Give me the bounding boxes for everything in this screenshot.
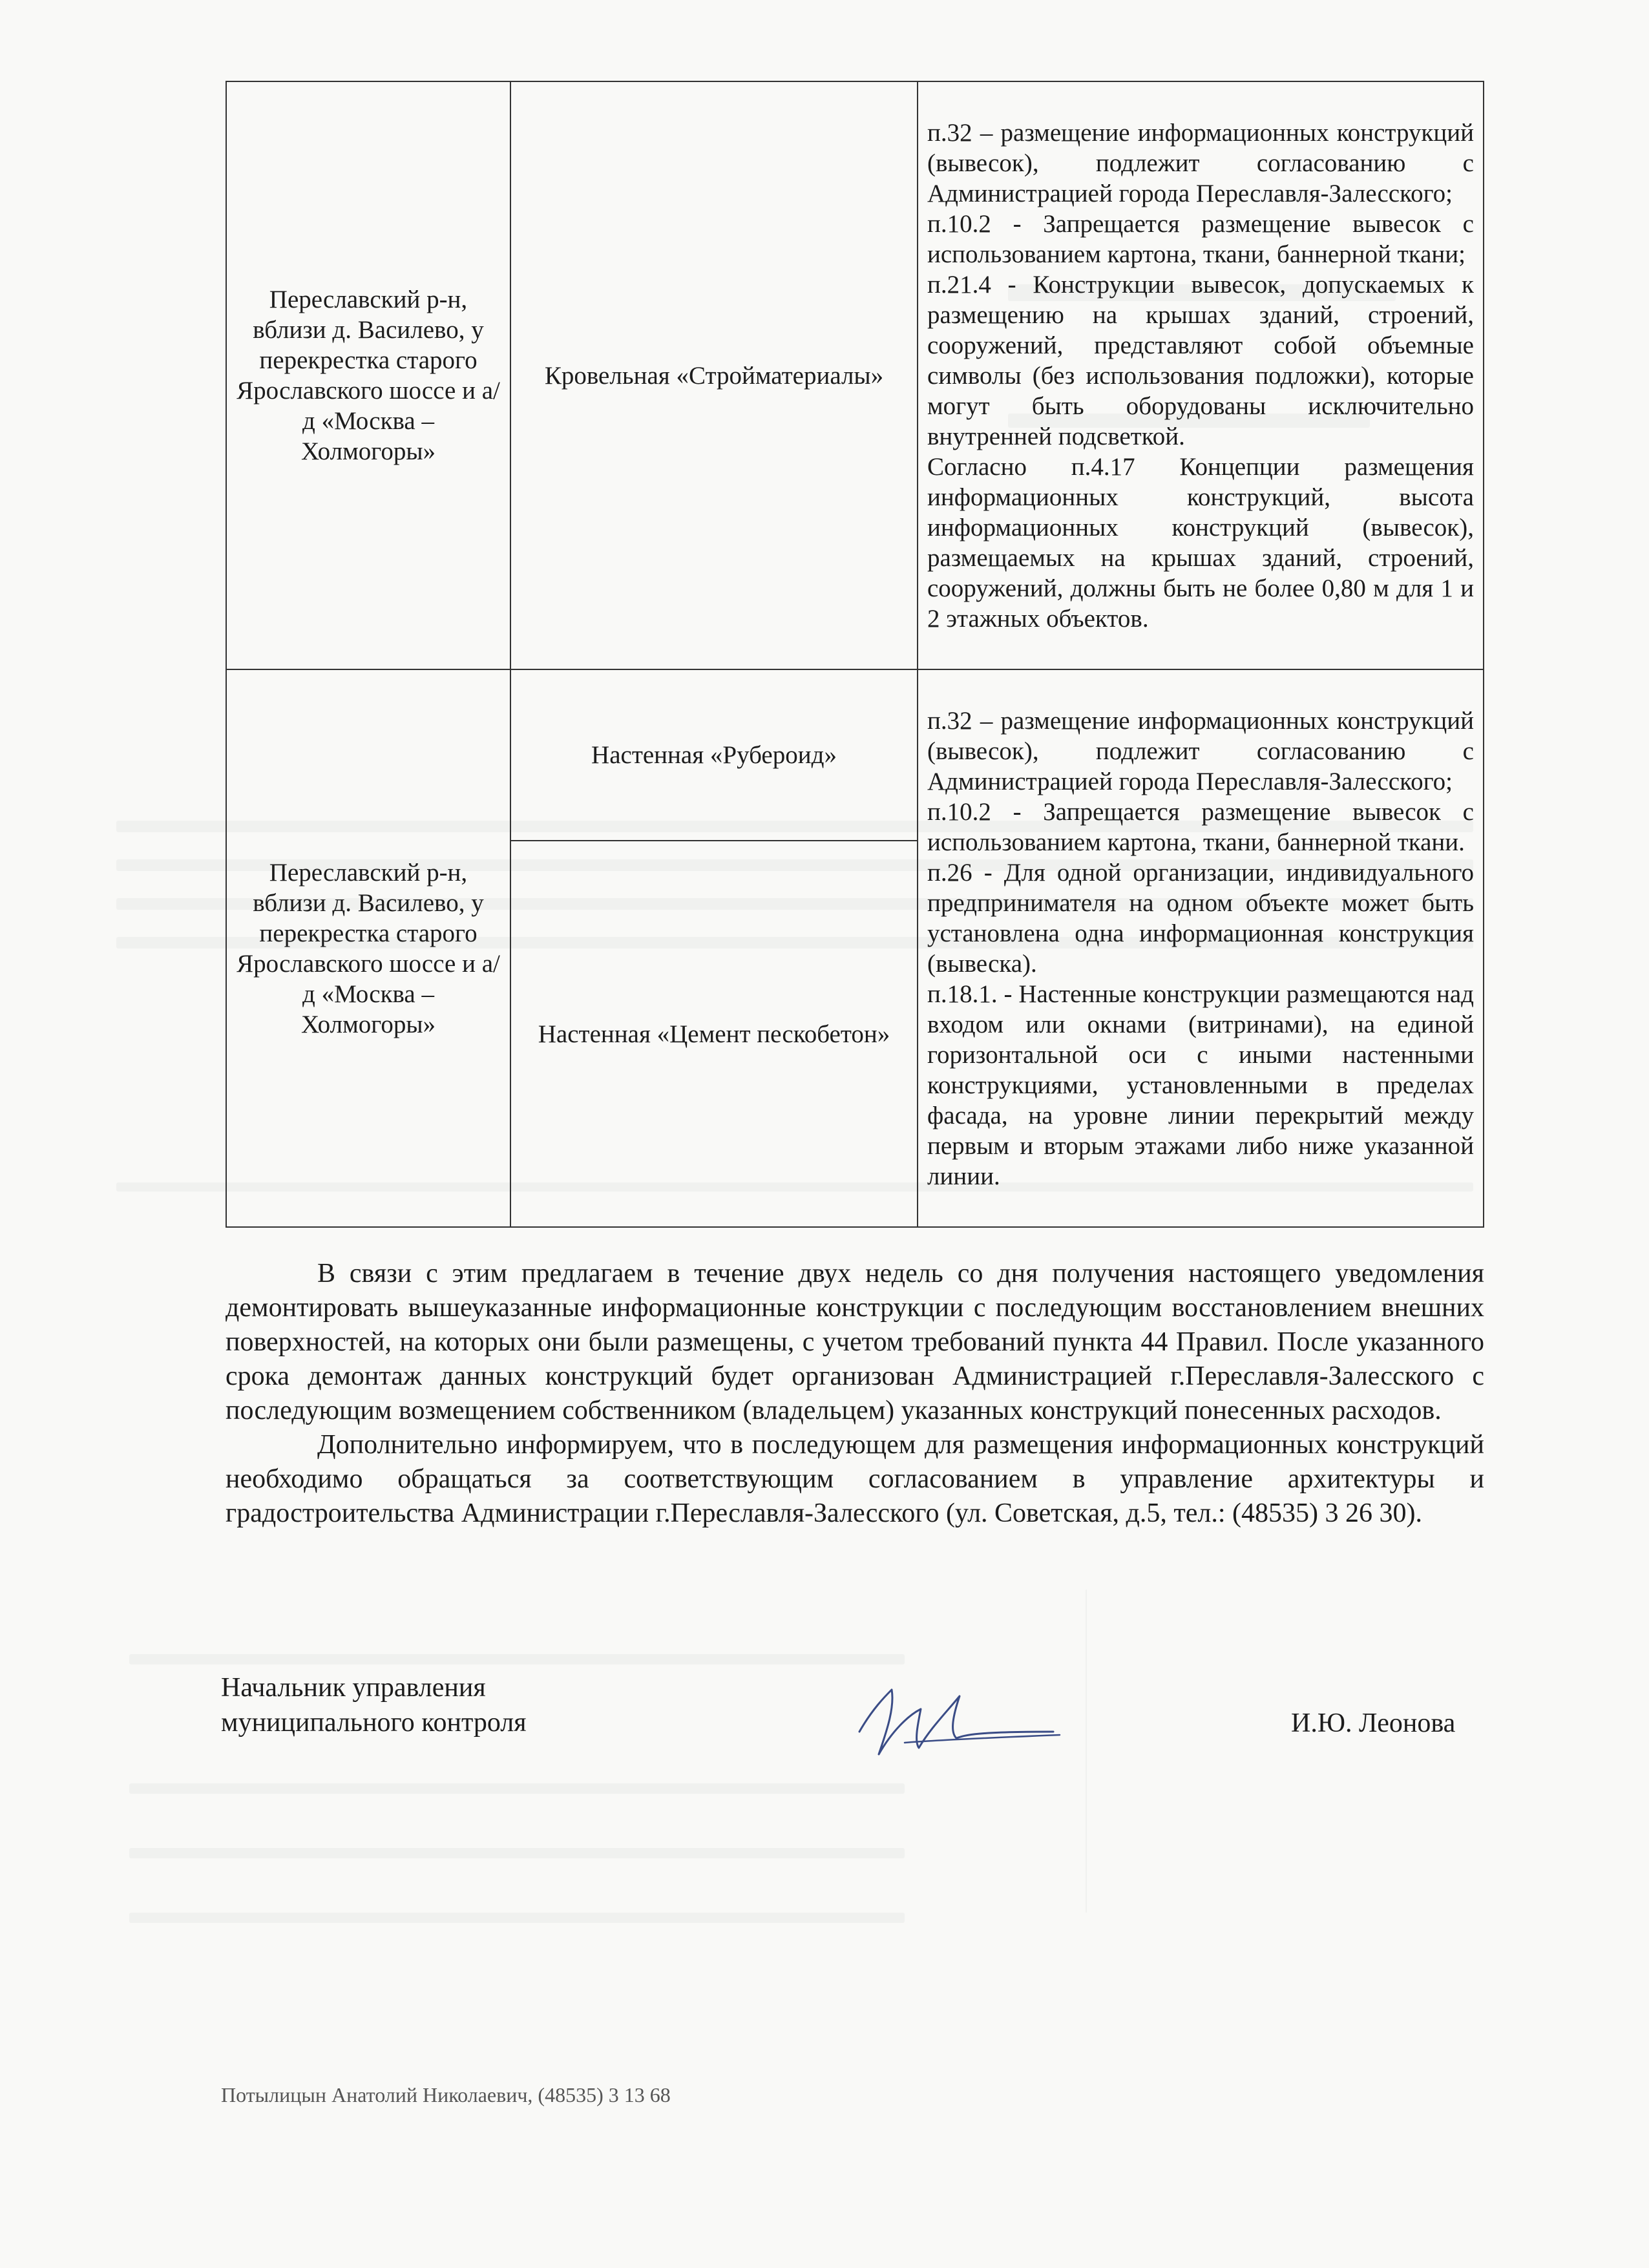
address-cell: Переславский р-н, вблизи д. Василево, у перекрестка старого Ярославского шоссе и а/д «Москва – Холмогоры» xyxy=(226,81,510,669)
rule-text: п.10.2 - Запрещается размещение вывесок с использованием картона, ткани, баннерной ткани. xyxy=(927,797,1474,856)
signatory-position xyxy=(221,1670,527,1740)
bleed-through-mark xyxy=(129,1654,905,1664)
bleed-through-mark xyxy=(1086,1590,1087,1913)
body-paragraph: В связи с этим предлагаем в течение двух недель со дня получения настоящего уведомления демонтировать вышеуказанные информационные конструкции с последующим восстановлением внешних поверхностей, на которых они были размещены, с учетом требований пункта 44 Правил. После указанного срока демонтаж данных конструкций будет организован Администрацией г.Переславля-Залесского с последующим возмещением собственником (владельцем) указанных конструкций понесенных расходов. xyxy=(226,1259,1484,1425)
table-row xyxy=(226,669,1484,841)
rule-text: п.26 - Для одной организации, индивидуального предпринимателя на одном объекте может быть установлена одна информационная конструкция (вывеска). xyxy=(927,858,1474,978)
sign-name-cell: Настенная «Цемент пескобетон» xyxy=(510,841,918,1227)
position-line: Начальник управления xyxy=(221,1673,486,1703)
rule-text: п.10.2 - Запрещается размещение вывесок с использованием картона, ткани, баннерной ткани; xyxy=(927,209,1474,268)
address-cell: Переславский р-н, вблизи д. Василево, у перекрестка старого Ярославского шоссе и а/д «Москва – Холмогоры» xyxy=(226,669,510,1227)
table-row xyxy=(226,81,1484,669)
bleed-through-mark xyxy=(129,1848,905,1858)
rule-text: Согласно п.4.17 Концепции размещения информационных конструкций, высота информационных конструкций (вывесок), размещаемых на крышах зданий, строений, сооружений, должны быть не более 0,80 м для 1 и 2 этажных объектов. xyxy=(927,452,1474,633)
body-paragraph: Дополнительно информируем, что в последующем для размещения информационных конструкций необходимо обращаться за соответствующим согласованием в управление архитектуры и градостроительства Администрации г.Переславля-Залесского (ул. Советская, д.5, тел.: (48535) 3 26 30). xyxy=(226,1430,1484,1528)
position-line: муниципального контроля xyxy=(221,1708,527,1738)
rules-cell xyxy=(918,81,1484,669)
rule-text: п.32 – размещение информационных конструкций (вывесок), подлежит согласованию с Администрацией города Переславля-Залесского; xyxy=(927,118,1474,207)
letter-body xyxy=(226,1257,1484,1531)
rule-text: п.18.1. - Настенные конструкции размещаются над входом или окнами (витринами), на единой горизонтальной оси с иными настенными конструкциями, установленными в пределах фасада, на уровне линии перекрытий между первым и вторым этажами либо ниже указанной линии. xyxy=(927,980,1474,1190)
rule-text: п.32 – размещение информационных конструкций (вывесок), подлежит согласованию с Администрацией города Переславля-Залесского; xyxy=(927,706,1474,795)
signs-violation-table xyxy=(226,81,1484,1228)
signatory-name: И.Ю. Леонова xyxy=(1291,1708,1456,1738)
rules-cell xyxy=(918,669,1484,1227)
sign-name-cell: Кровельная «Стройматериалы» xyxy=(510,81,918,669)
executor-contact: Потылицын Анатолий Николаевич, (48535) 3 13 68 xyxy=(221,2083,671,2106)
sign-name-cell: Настенная «Рубероид» xyxy=(510,669,918,841)
bleed-through-mark xyxy=(129,1783,905,1794)
bleed-through-mark xyxy=(129,1913,905,1923)
handwritten-signature xyxy=(846,1670,1066,1767)
rule-text: п.21.4 - Конструкции вывесок, допускаемых к размещению на крышах зданий, строений, сооружений, представляют собой объемные символы (без использования подложки), которые могут быть оборудованы исключительно внутренней подсветкой. xyxy=(927,270,1474,450)
